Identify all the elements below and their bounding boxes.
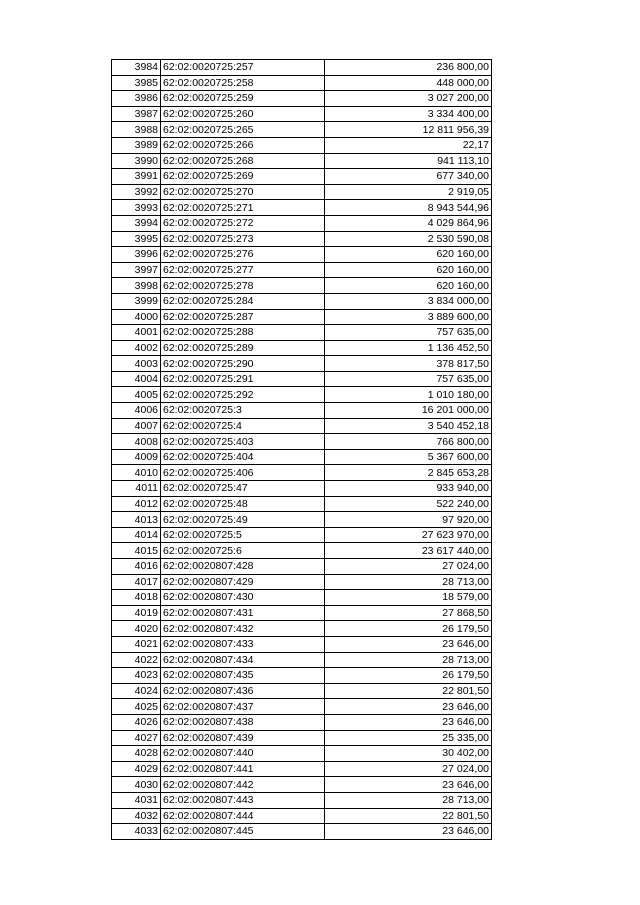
- cadastral-number-cell: 62:02:0020807:440: [161, 746, 325, 762]
- cadastral-value-cell: 26 179,50: [325, 621, 492, 637]
- table-body: [112, 60, 492, 840]
- table-row: [112, 325, 492, 341]
- cadastral-number-cell: 62:02:0020725:258: [161, 75, 325, 91]
- table-row: [112, 200, 492, 216]
- cadastral-value-cell: 28 713,00: [325, 792, 492, 808]
- row-number-cell: 4008: [112, 434, 161, 450]
- cadastral-number-cell: 62:02:0020807:435: [161, 668, 325, 684]
- cadastral-value-cell: 23 646,00: [325, 636, 492, 652]
- cadastral-value-cell: 30 402,00: [325, 746, 492, 762]
- table-row: [112, 512, 492, 528]
- cadastral-value-cell: 757 635,00: [325, 371, 492, 387]
- row-number-cell: 4006: [112, 403, 161, 419]
- table-row: [112, 91, 492, 107]
- cadastral-value-cell: 27 024,00: [325, 559, 492, 575]
- cadastral-number-cell: 62:02:0020725:406: [161, 465, 325, 481]
- cadastral-value-cell: 18 579,00: [325, 590, 492, 606]
- cadastral-value-cell: 620 160,00: [325, 247, 492, 263]
- cadastral-number-cell: 62:02:0020807:439: [161, 730, 325, 746]
- cadastral-number-cell: 62:02:0020725:48: [161, 496, 325, 512]
- cadastral-value-cell: 3 334 400,00: [325, 106, 492, 122]
- table-row: [112, 746, 492, 762]
- row-number-cell: 3990: [112, 153, 161, 169]
- cadastral-number-cell: 62:02:0020725:288: [161, 325, 325, 341]
- cadastral-number-cell: 62:02:0020725:271: [161, 200, 325, 216]
- table-row: [112, 371, 492, 387]
- row-number-cell: 4033: [112, 824, 161, 840]
- table-row: [112, 75, 492, 91]
- row-number-cell: 4027: [112, 730, 161, 746]
- cadastral-number-cell: 62:02:0020807:436: [161, 683, 325, 699]
- cadastral-number-cell: 62:02:0020725:6: [161, 543, 325, 559]
- cadastral-number-cell: 62:02:0020725:278: [161, 278, 325, 294]
- table-row: [112, 356, 492, 372]
- table-row: [112, 730, 492, 746]
- table-row: [112, 418, 492, 434]
- cadastral-value-cell: 5 367 600,00: [325, 449, 492, 465]
- cadastral-value-cell: 27 024,00: [325, 761, 492, 777]
- cadastral-number-cell: 62:02:0020725:277: [161, 262, 325, 278]
- cadastral-number-cell: 62:02:0020725:269: [161, 169, 325, 185]
- row-number-cell: 3989: [112, 137, 161, 153]
- cadastral-number-cell: 62:02:0020725:292: [161, 387, 325, 403]
- cadastral-value-cell: 22 801,50: [325, 683, 492, 699]
- table-row: [112, 122, 492, 138]
- table-row: [112, 465, 492, 481]
- row-number-cell: 3985: [112, 75, 161, 91]
- row-number-cell: 4028: [112, 746, 161, 762]
- table-row: [112, 590, 492, 606]
- table-row: [112, 309, 492, 325]
- cadastral-number-cell: 62:02:0020807:432: [161, 621, 325, 637]
- table-row: [112, 169, 492, 185]
- table-row: [112, 683, 492, 699]
- cadastral-number-cell: 62:02:0020725:5: [161, 527, 325, 543]
- row-number-cell: 4005: [112, 387, 161, 403]
- row-number-cell: 3993: [112, 200, 161, 216]
- table-row: [112, 60, 492, 76]
- cadastral-number-cell: 62:02:0020725:290: [161, 356, 325, 372]
- cadastral-number-cell: 62:02:0020725:266: [161, 137, 325, 153]
- cadastral-value-cell: 1 010 180,00: [325, 387, 492, 403]
- cadastral-value-cell: 620 160,00: [325, 278, 492, 294]
- row-number-cell: 3991: [112, 169, 161, 185]
- cadastral-value-cell: 23 617 440,00: [325, 543, 492, 559]
- cadastral-number-cell: 62:02:0020725:404: [161, 449, 325, 465]
- table-row: [112, 574, 492, 590]
- cadastral-value-cell: 27 868,50: [325, 605, 492, 621]
- table-row: [112, 293, 492, 309]
- cadastral-value-cell: 677 340,00: [325, 169, 492, 185]
- table-row: [112, 153, 492, 169]
- row-number-cell: 4014: [112, 527, 161, 543]
- table-row: [112, 387, 492, 403]
- cadastral-value-cell: 27 623 970,00: [325, 527, 492, 543]
- cadastral-value-cell: 448 000,00: [325, 75, 492, 91]
- row-number-cell: 4010: [112, 465, 161, 481]
- row-number-cell: 4015: [112, 543, 161, 559]
- cadastral-number-cell: 62:02:0020725:291: [161, 371, 325, 387]
- row-number-cell: 3995: [112, 231, 161, 247]
- cadastral-value-cell: 23 646,00: [325, 699, 492, 715]
- row-number-cell: 4018: [112, 590, 161, 606]
- cadastral-number-cell: 62:02:0020725:287: [161, 309, 325, 325]
- row-number-cell: 3986: [112, 91, 161, 107]
- cadastral-value-cell: 28 713,00: [325, 574, 492, 590]
- table-row: [112, 621, 492, 637]
- cadastral-number-cell: 62:02:0020725:259: [161, 91, 325, 107]
- cadastral-value-cell: 1 136 452,50: [325, 340, 492, 356]
- row-number-cell: 4002: [112, 340, 161, 356]
- cadastral-number-cell: 62:02:0020725:289: [161, 340, 325, 356]
- cadastral-number-cell: 62:02:0020725:273: [161, 231, 325, 247]
- table-row: [112, 215, 492, 231]
- cadastral-number-cell: 62:02:0020725:276: [161, 247, 325, 263]
- cadastral-value-cell: 3 889 600,00: [325, 309, 492, 325]
- row-number-cell: 4020: [112, 621, 161, 637]
- cadastral-value-cell: 3 027 200,00: [325, 91, 492, 107]
- row-number-cell: 4012: [112, 496, 161, 512]
- table-row: [112, 481, 492, 497]
- cadastral-value-cell: 16 201 000,00: [325, 403, 492, 419]
- table-row: [112, 340, 492, 356]
- table-row: [112, 106, 492, 122]
- cadastral-value-cell: 23 646,00: [325, 777, 492, 793]
- cadastral-value-cell: 26 179,50: [325, 668, 492, 684]
- row-number-cell: 4022: [112, 652, 161, 668]
- cadastral-value-cell: 4 029 864,96: [325, 215, 492, 231]
- table-row: [112, 808, 492, 824]
- cadastral-number-cell: 62:02:0020725:403: [161, 434, 325, 450]
- cadastral-number-cell: 62:02:0020807:437: [161, 699, 325, 715]
- cadastral-value-cell: 3 540 452,18: [325, 418, 492, 434]
- table-row: [112, 434, 492, 450]
- table-row: [112, 278, 492, 294]
- row-number-cell: 4003: [112, 356, 161, 372]
- cadastral-value-cell: 97 920,00: [325, 512, 492, 528]
- row-number-cell: 4023: [112, 668, 161, 684]
- table-row: [112, 605, 492, 621]
- cadastral-number-cell: 62:02:0020725:284: [161, 293, 325, 309]
- cadastral-value-cell: 22 801,50: [325, 808, 492, 824]
- row-number-cell: 3996: [112, 247, 161, 263]
- row-number-cell: 4030: [112, 777, 161, 793]
- cadastral-value-cell: 2 919,05: [325, 184, 492, 200]
- cadastral-number-cell: 62:02:0020725:265: [161, 122, 325, 138]
- cadastral-value-cell: 378 817,50: [325, 356, 492, 372]
- row-number-cell: 3987: [112, 106, 161, 122]
- row-number-cell: 4017: [112, 574, 161, 590]
- cadastral-number-cell: 62:02:0020725:3: [161, 403, 325, 419]
- table-row: [112, 449, 492, 465]
- cadastral-number-cell: 62:02:0020807:445: [161, 824, 325, 840]
- row-number-cell: 3992: [112, 184, 161, 200]
- cadastral-value-cell: 236 800,00: [325, 60, 492, 76]
- table-row: [112, 403, 492, 419]
- table-row: [112, 761, 492, 777]
- cadastral-value-cell: 8 943 544,96: [325, 200, 492, 216]
- row-number-cell: 4004: [112, 371, 161, 387]
- row-number-cell: 4026: [112, 714, 161, 730]
- cadastral-number-cell: 62:02:0020725:47: [161, 481, 325, 497]
- table-row: [112, 527, 492, 543]
- cadastral-number-cell: 62:02:0020807:428: [161, 559, 325, 575]
- cadastral-number-cell: 62:02:0020807:443: [161, 792, 325, 808]
- table-row: [112, 262, 492, 278]
- row-number-cell: 3999: [112, 293, 161, 309]
- cadastral-number-cell: 62:02:0020807:438: [161, 714, 325, 730]
- row-number-cell: 4025: [112, 699, 161, 715]
- cadastral-value-cell: 933 940,00: [325, 481, 492, 497]
- row-number-cell: 3998: [112, 278, 161, 294]
- cadastral-number-cell: 62:02:0020725:4: [161, 418, 325, 434]
- table-row: [112, 699, 492, 715]
- cadastral-value-cell: 23 646,00: [325, 714, 492, 730]
- row-number-cell: 4029: [112, 761, 161, 777]
- table-row: [112, 543, 492, 559]
- table-row: [112, 496, 492, 512]
- cadastral-number-cell: 62:02:0020807:430: [161, 590, 325, 606]
- cadastral-value-cell: 2 845 653,28: [325, 465, 492, 481]
- row-number-cell: 4016: [112, 559, 161, 575]
- row-number-cell: 4001: [112, 325, 161, 341]
- table-row: [112, 231, 492, 247]
- cadastral-number-cell: 62:02:0020725:268: [161, 153, 325, 169]
- row-number-cell: 4032: [112, 808, 161, 824]
- row-number-cell: 4021: [112, 636, 161, 652]
- table-row: [112, 636, 492, 652]
- cadastral-number-cell: 62:02:0020807:431: [161, 605, 325, 621]
- row-number-cell: 3997: [112, 262, 161, 278]
- cadastral-value-cell: 23 646,00: [325, 824, 492, 840]
- table-row: [112, 559, 492, 575]
- cadastral-value-cell: 2 530 590,08: [325, 231, 492, 247]
- row-number-cell: 3994: [112, 215, 161, 231]
- cadastral-value-cell: 766 800,00: [325, 434, 492, 450]
- row-number-cell: 4013: [112, 512, 161, 528]
- cadastral-value-cell: 620 160,00: [325, 262, 492, 278]
- table-row: [112, 792, 492, 808]
- row-number-cell: 4000: [112, 309, 161, 325]
- cadastral-value-cell: 941 113,10: [325, 153, 492, 169]
- row-number-cell: 3988: [112, 122, 161, 138]
- table-row: [112, 247, 492, 263]
- cadastral-number-cell: 62:02:0020725:257: [161, 60, 325, 76]
- table-row: [112, 714, 492, 730]
- cadastral-value-cell: 25 335,00: [325, 730, 492, 746]
- cadastral-number-cell: 62:02:0020807:434: [161, 652, 325, 668]
- row-number-cell: 4011: [112, 481, 161, 497]
- row-number-cell: 4007: [112, 418, 161, 434]
- table-row: [112, 668, 492, 684]
- cadastral-value-cell: 22,17: [325, 137, 492, 153]
- cadastral-value-cell: 3 834 000,00: [325, 293, 492, 309]
- cadastral-number-cell: 62:02:0020725:270: [161, 184, 325, 200]
- cadastral-number-cell: 62:02:0020807:442: [161, 777, 325, 793]
- row-number-cell: 4031: [112, 792, 161, 808]
- cadastral-number-cell: 62:02:0020725:260: [161, 106, 325, 122]
- cadastral-value-cell: 522 240,00: [325, 496, 492, 512]
- cadastral-number-cell: 62:02:0020725:49: [161, 512, 325, 528]
- row-number-cell: 4019: [112, 605, 161, 621]
- cadastral-value-table: [111, 59, 492, 840]
- table-row: [112, 824, 492, 840]
- row-number-cell: 4009: [112, 449, 161, 465]
- cadastral-number-cell: 62:02:0020807:433: [161, 636, 325, 652]
- row-number-cell: 4024: [112, 683, 161, 699]
- cadastral-number-cell: 62:02:0020725:272: [161, 215, 325, 231]
- table-row: [112, 184, 492, 200]
- cadastral-number-cell: 62:02:0020807:429: [161, 574, 325, 590]
- cadastral-number-cell: 62:02:0020807:444: [161, 808, 325, 824]
- table-row: [112, 777, 492, 793]
- table-row: [112, 652, 492, 668]
- cadastral-value-cell: 28 713,00: [325, 652, 492, 668]
- row-number-cell: 3984: [112, 60, 161, 76]
- cadastral-value-cell: 12 811 956,39: [325, 122, 492, 138]
- cadastral-value-cell: 757 635,00: [325, 325, 492, 341]
- cadastral-number-cell: 62:02:0020807:441: [161, 761, 325, 777]
- table-row: [112, 137, 492, 153]
